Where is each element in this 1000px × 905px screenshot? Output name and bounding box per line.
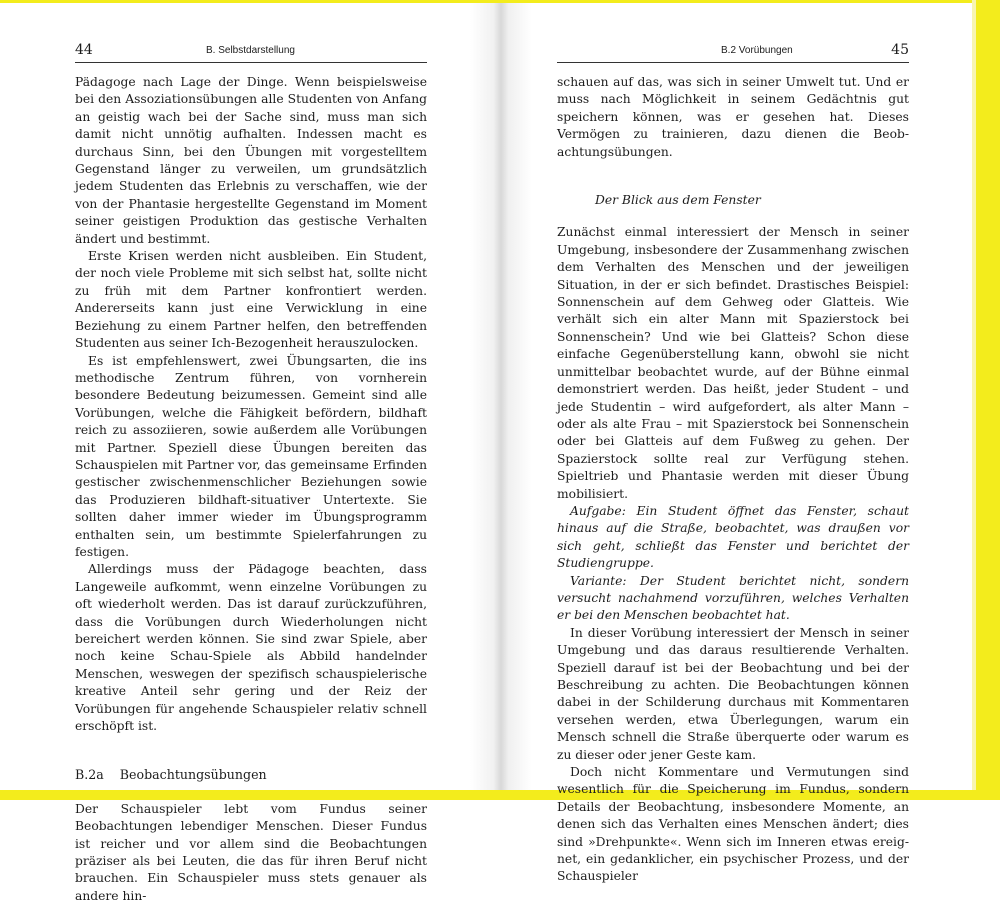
- right-page-body: [557, 74, 909, 886]
- paragraph: Der Schauspieler lebt vom Fundus seiner Beobachtungen lebendiger Menschen. Dieser Fundus ist reicher und vor allem sind die Beobachtungen präziser als bei Leuten, die das für ihren Beruf nicht brauchen. Ein Schauspieler muss stets genauer als andere hin-: [75, 801, 427, 903]
- paragraph: schauen auf das, was sich in seiner Umwelt tut. Und er muss nach Möglichkeit in seinem Gedächtnis gut speichern können, was er gesehen hat. Dieses Vermögen zu trainieren, dazu dienen die Beobachtungsübungen.: [557, 75, 909, 159]
- running-head: B.2 Vorübungen: [721, 45, 793, 56]
- page-number: 44: [75, 42, 93, 58]
- book-gutter: [470, 3, 532, 790]
- paragraph: Pädagoge nach Lage der Dinge. Wenn beispielsweise bei den Assoziationsübungen alle Studenten von Anfang an geistig wach bei der Sache sind, muss man sich damit nicht unnötig aufhalten. Indessen macht es durchaus Sinn, bei den Übungen mit vorgestelltem Gegenstand länger zu verweilen, um grundsätzlich jedem Studenten das Erlebnis zu verschaffen, wie der von der Phantasie hergestellte Gegenstand im Moment seiner geistigen Produktion das gestische Verhalten ändert und bestimmt.: [75, 75, 427, 246]
- paragraph: Es ist empfehlenswert, zwei Übungsarten, die ins methodische Zentrum führen, von vornherein besondere Bedeutung beizumessen. Gemeint sind alle Vorübungen, welche die Fähigkeit befördern, bildhaft reich zu assoziieren, sowie außerdem alle Vorübungen mit Partner. Speziell diese Übungen bereiten das Schauspielen mit Partner vor, das gemeinsame Erfinden gestischer zwischenmenschlicher Beziehungen sowie das Produzieren bildhaft-situativer Untertexte. Sie sollten daher immer wieder im Übungsprogramm enthalten sein, um bestimmte Spielerfahrungen zu festigen.: [75, 353, 427, 559]
- right-page: [532, 0, 972, 884]
- paragraph: Zunächst einmal interessiert der Mensch in seiner Umgebung, insbesondere der Zusammenhang zwischen dem Verhalten des Menschen und der jeweiligen Situation, in der er sich befindet. Drastisches Beispiel: Sonnenschein auf dem Gehweg oder Glatteis. Wie verhält sich ein alter Mann mit Spazierstock bei Sonnenschein? Und wie bei Glatteis? Schon diese einfache Gegenüberstellung kann, obwohl sie nicht unmittelbar beobachtet wurde, auf der Bühne einmal demonstriert werden. Das heißt, jeder Student – und jede Studentin – wird aufgefordert, als alter Mann – oder als alte Frau – mit Spazierstock bei Sonnenschein oder bei Glatteis auf dem Fußweg zu gehen. Der Spazierstock sollte real zur Verfügung stehen. Spieltrieb und Phantasie werden mit dieser Übung mobilisiert.: [557, 225, 909, 501]
- left-page-header: [75, 42, 427, 63]
- running-head: B. Selbstdarstellung: [206, 45, 295, 56]
- right-page-header: [557, 42, 909, 63]
- subheading: Der Blick aus dem Fenster: [595, 193, 761, 208]
- section-heading: B.2a Beobachtungsübungen: [75, 767, 267, 783]
- paragraph: Erste Krisen werden nicht ausbleiben. Ein Student, der noch viele Probleme mit sich selbst hat, sollte nicht zu früh mit dem Partner konfrontiert werden. Andererseits kann just eine Verwicklung in eine Beziehung zu einem Partner helfen, den betreffenden Studenten aus seiner Ich-Bezogenheit herauszulocken.: [75, 249, 427, 351]
- left-page: [0, 0, 470, 903]
- right-edge-band: [976, 0, 1000, 800]
- task-paragraph: Aufgabe: Ein Student öffnet das Fenster, schaut hinaus auf die Straße, beobachtet, was draußen vor sich geht, schließt das Fenster und berichtet der Studiengruppe.: [557, 503, 909, 571]
- paragraph: Allerdings muss der Pädagoge beachten, dass Langeweile aufkommt, wenn einzelne Vorübungen zu oft wiederholt werden. Das ist darauf zurückzuführen, dass die Vorübungen durch Wiederholungen nicht bereichert werden können. Sie sind zwar Spiele, aber noch keine Schau-Spiele als Abbild handelnder Menschen, weswegen der spezifisch schauspielerische kreative Anteil sehr gering und der Reiz der Vorübungen für angehende Schauspieler relativ schnell erschöpft ist.: [75, 562, 427, 734]
- variant-paragraph: Variante: Der Student berichtet nicht, sondern versucht nachahmend vorzuführen, welches Verhalten er bei den Menschen beobachtet hat.: [557, 573, 909, 623]
- paragraph: Doch nicht Kommentare und Vermutungen sind wesentlich für die Speicherung im Fundus, sondern Details der Beobachtung, insbesondere Momente, an denen sich das Verhalten eines Menschen ändert; dies sind »Drehpunkte«. Wenn sich im Inneren etwas ereignet, ein gedanklicher, ein psychischer Prozess, und der Schauspieler: [557, 765, 909, 884]
- left-page-body: [75, 74, 427, 905]
- paragraph: In dieser Vorübung interessiert der Mensch in seiner Umgebung und das daraus resultierende Verhalten. Speziell darauf ist bei der Beobachtung und bei der Beschreibung zu achten. Die Beobachtungen können dabei in der Schilderung durchaus mit Kommentaren versehen werden, etwa Überlegungen, warum ein Mensch schnell die Straße überquerte oder warum es zu dieser oder jener Geste kam.: [557, 625, 909, 762]
- page-number: 45: [891, 42, 909, 58]
